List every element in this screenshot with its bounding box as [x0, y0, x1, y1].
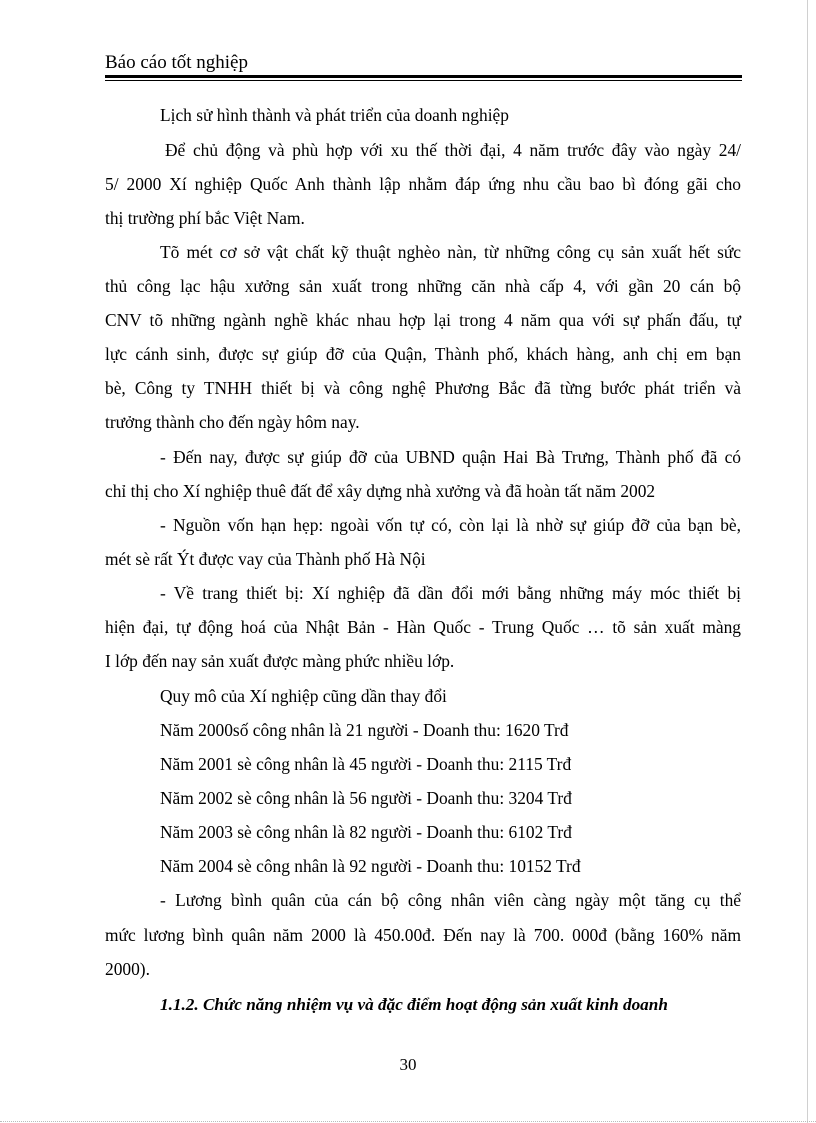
body-line: Quy mô của Xí nghiệp cũng dần thay đổi [160, 686, 447, 706]
body-line: 5/ 2000 Xí nghiệp Quốc Anh thành lập nhằm đáp ứng nhu cầu bao bì đóng gãi cho [105, 174, 741, 194]
page-bottom-border [0, 1121, 816, 1122]
body-line: I lớp đến nay sản xuất được màng phức nhiều lớp. [105, 651, 455, 671]
body-line: trưởng thành cho đến ngày hôm nay. [105, 412, 360, 432]
body-line: lực cánh sinh, được sự giúp đỡ của Quận, Thành phố, khách hàng, anh chị em bạn [105, 344, 741, 364]
header-rule-thin [105, 80, 742, 81]
page-number: 30 [399, 1055, 417, 1074]
body-line: CNV tõ những ngành nghề khác nhau hợp lại trong 4 năm qua với sự phấn đấu, tự [105, 310, 741, 330]
body-line: 2000). [105, 959, 150, 979]
body-line: Lịch sử hình thành và phát triển của doanh nghiệp [160, 105, 509, 125]
header-rule [105, 75, 742, 78]
body-line: Tõ mét cơ sở vật chất kỹ thuật nghèo nàn, từ những công cụ sản xuất hết sức [160, 242, 741, 262]
revenue-row: Năm 2003 sè công nhân là 82 người - Doanh thu: 6102 Trđ [160, 822, 572, 842]
body-line: Để chủ động và phù hợp với xu thế thời đại, 4 năm trước đây vào ngày 24/ [165, 140, 741, 160]
revenue-row: Năm 2000số công nhân là 21 người - Doanh thu: 1620 Trđ [160, 720, 569, 740]
body-line: - Đến nay, được sự giúp đỡ của UBND quận Hai Bà Trưng, Thành phố đã có [160, 447, 741, 467]
body-line: - Nguồn vốn hạn hẹp: ngoài vốn tự có, còn lại là nhờ sự giúp đỡ của bạn bè, [160, 515, 741, 535]
revenue-row: Năm 2001 sè công nhân là 45 người - Doanh thu: 2115 Trđ [160, 754, 572, 774]
body-line: chỉ thị cho Xí nghiệp thuê đất để xây dựng nhà xưởng và đã hoàn tất năm 2002 [105, 481, 656, 501]
revenue-row: Năm 2002 sè công nhân là 56 người - Doanh thu: 3204 Trđ [160, 788, 572, 808]
body-line: thủ công lạc hậu xưởng sản xuất trong những căn nhà cấp 4, với gần 20 cán bộ [105, 276, 741, 296]
body-line: hiện đại, tự động hoá của Nhật Bản - Hàn Quốc - Trung Quốc … tõ sản xuất màng [105, 617, 741, 637]
body-line: - Lương bình quân của cán bộ công nhân viên càng ngày một tăng cụ thể [160, 890, 741, 910]
body-line: mức lương bình quân năm 2000 là 450.00đ. Đến nay là 700. 000đ (bằng 160% năm [105, 925, 741, 945]
body-line: thị trường phí bắc Việt Nam. [105, 208, 305, 228]
section-heading: 1.1.2. Chức năng nhiệm vụ và đặc điểm hoạt động sản xuất kinh doanh [160, 995, 668, 1014]
page-header-title: Báo cáo tốt nghiệp [105, 52, 248, 73]
body-line: bè, Công ty TNHH thiết bị và công nghệ Phương Bắc đã từng bước phát triển và [105, 378, 741, 398]
body-line: mét sè rất Ýt được vay của Thành phố Hà Nội [105, 549, 426, 569]
page-border [807, 0, 808, 1123]
body-line: - Về trang thiết bị: Xí nghiệp đã dần đổi mới bằng những máy móc thiết bị [160, 583, 741, 603]
revenue-row: Năm 2004 sè công nhân là 92 người - Doanh thu: 10152 Trđ [160, 856, 581, 876]
